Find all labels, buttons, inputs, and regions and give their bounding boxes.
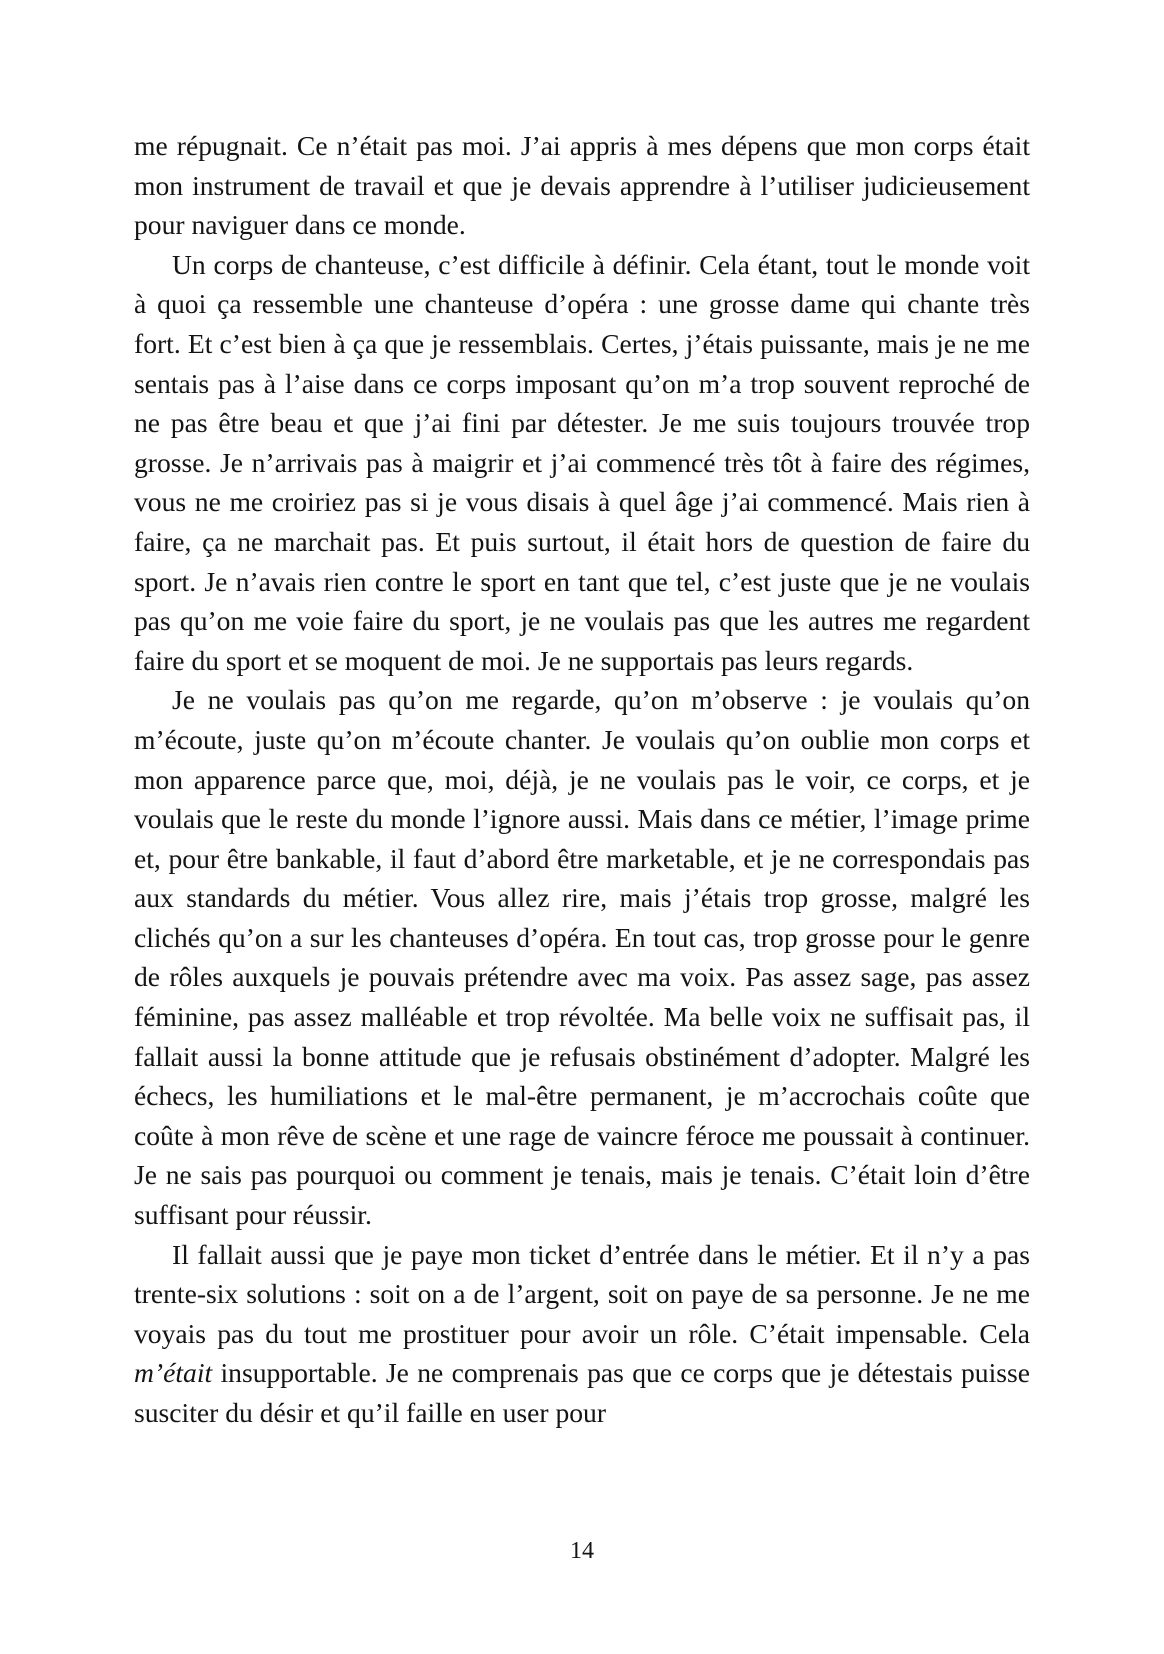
paragraph-4-text-end: insupportable. Je ne comprenais pas que ce corps que je détestais puisse susciter du désir et qu’il faille en user pour — [134, 1357, 1030, 1428]
paragraph-4 — [134, 1235, 1030, 1433]
paragraph-4-text-start: Il fallait aussi que je paye mon ticket d’entrée dans le métier. Et il n’y a pas trente-six solutions : soit on a de l’argent, soit on paye de sa personne. Je ne me voyais pas du tout me prostituer pour avoir un rôle. C’était impensable. Cela — [134, 1238, 1030, 1349]
paragraph-2 — [134, 245, 1030, 681]
paragraph-1-text: me répugnait. Ce n’était pas moi. J’ai appris à mes dépens que mon corps était mon instrument de travail et que je devais apprendre à l’utiliser judicieusement pour naviguer dans ce monde. — [134, 130, 1030, 241]
body-text — [134, 126, 1030, 1433]
page-number: 14 — [570, 1538, 594, 1564]
paragraph-1 — [134, 126, 1030, 245]
paragraph-2-text: Un corps de chanteuse, c’est difficile à définir. Cela étant, tout le monde voit à quoi ça ressemble une chanteuse d’opéra : une grosse dame qui chante très fort. Et c’est bien à ça que je ressemblais. Certes, j’étais puissante, mais je ne me sentais pas à l’aise dans ce corps imposant qu’on m’a trop souvent reproché de ne pas être beau et que j’ai fini par détester. Je me suis toujours trouvée trop grosse. Je n’arrivais pas à maigrir et j’ai commencé très tôt à faire des régimes, vous ne me croiriez pas si je vous disais à quel âge j’ai commencé. Mais rien à faire, ça ne marchait pas. Et puis surtout, il était hors de question de faire du sport. Je n’avais rien contre le sport en tant que tel, c’est juste que je ne voulais pas qu’on me voie faire du sport, je ne voulais pas que les autres me regardent faire du sport et se moquent de moi. Je ne supportais pas leurs regards. — [134, 248, 1030, 676]
paragraph-3-text: Je ne voulais pas qu’on me regarde, qu’on m’observe : je voulais qu’on m’écoute, juste qu’on m’écoute chanter. Je voulais qu’on oublie mon corps et mon apparence parce que, moi, déjà, je ne voulais pas le voir, ce corps, et je voulais que le reste du monde l’ignore aussi. Mais dans ce métier, l’image prime et, pour être bankable, il faut d’abord être marketable, et je ne correspondais pas aux standards du métier. Vous allez rire, mais j’étais trop grosse, malgré les clichés qu’on a sur les chanteuses d’opéra. En tout cas, trop grosse pour le genre de rôles auxquels je pouvais prétendre avec ma voix. Pas assez sage, pas assez féminine, pas assez malléable et trop révoltée. Ma belle voix ne suffisait pas, il fallait aussi la bonne attitude que je refusais obstinément d’adopter. Malgré les échecs, les humiliations et le mal-être permanent, je m’accrochais coûte que coûte à mon rêve de scène et une rage de vaincre féroce me poussait à continuer. Je ne sais pas pourquoi ou comment je tenais, mais je tenais. C’était loin d’être suffisant pour réussir. — [134, 684, 1030, 1231]
paragraph-3 — [134, 680, 1030, 1234]
paragraph-4-italic-word: m’était — [134, 1357, 213, 1389]
